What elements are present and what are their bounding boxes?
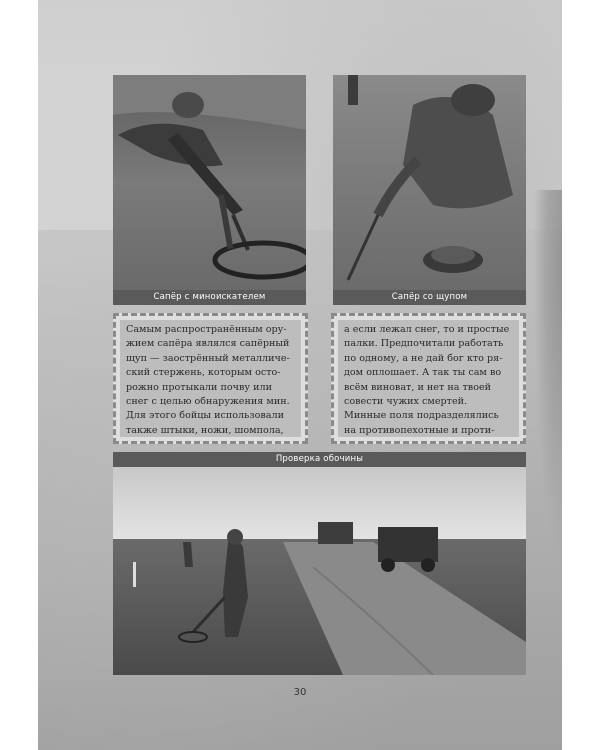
text-line: Минные поля подразделялись <box>344 410 499 422</box>
photo-sapper-with-probe <box>333 75 526 290</box>
text-line: всём виноват, и нет на твоей <box>344 381 492 393</box>
text-line: Для этого бойцы использовали <box>126 410 284 422</box>
photo-sapper-with-mine-detector <box>113 75 306 290</box>
text-line: дом оплошает. А так ты сам во <box>344 367 502 379</box>
photo3-caption: Проверка обочины <box>113 452 526 467</box>
text-box-right-body <box>338 320 519 437</box>
text-line: на противопехотные и проти- <box>344 424 495 436</box>
text-line: рожно протыкали почву или <box>126 381 272 393</box>
text-line: снег с целью обнаружения мин. <box>126 396 290 408</box>
book-page <box>38 0 562 750</box>
text-line: щуп — заострённый металличе- <box>126 352 290 364</box>
background-soldier-photo <box>533 190 562 570</box>
text-line: по одному, а не дай бог кто ря- <box>344 352 503 364</box>
text-line: также штыки, ножи, шомпола, <box>126 424 284 436</box>
text-line: Самым распространённым ору- <box>126 324 287 335</box>
text-line: палки. Предпочитали работать <box>344 338 504 350</box>
text-box-left-body <box>120 320 301 437</box>
photo1-caption: Сапёр с миноискателем <box>113 290 306 305</box>
text-line: ский стержень, которым осто- <box>126 367 281 379</box>
page-number: 30 <box>293 687 307 698</box>
text-line: а если лежал снег, то и простые <box>344 324 510 335</box>
text-box-left <box>113 313 308 444</box>
text-box-right <box>331 313 526 444</box>
photo2-caption: Сапёр со щупом <box>333 290 526 305</box>
photo-checking-roadside <box>113 467 526 675</box>
text-line: совести чужих смертей. <box>344 396 468 408</box>
text-line: жием сапёра являлся сапёрный <box>126 338 290 350</box>
